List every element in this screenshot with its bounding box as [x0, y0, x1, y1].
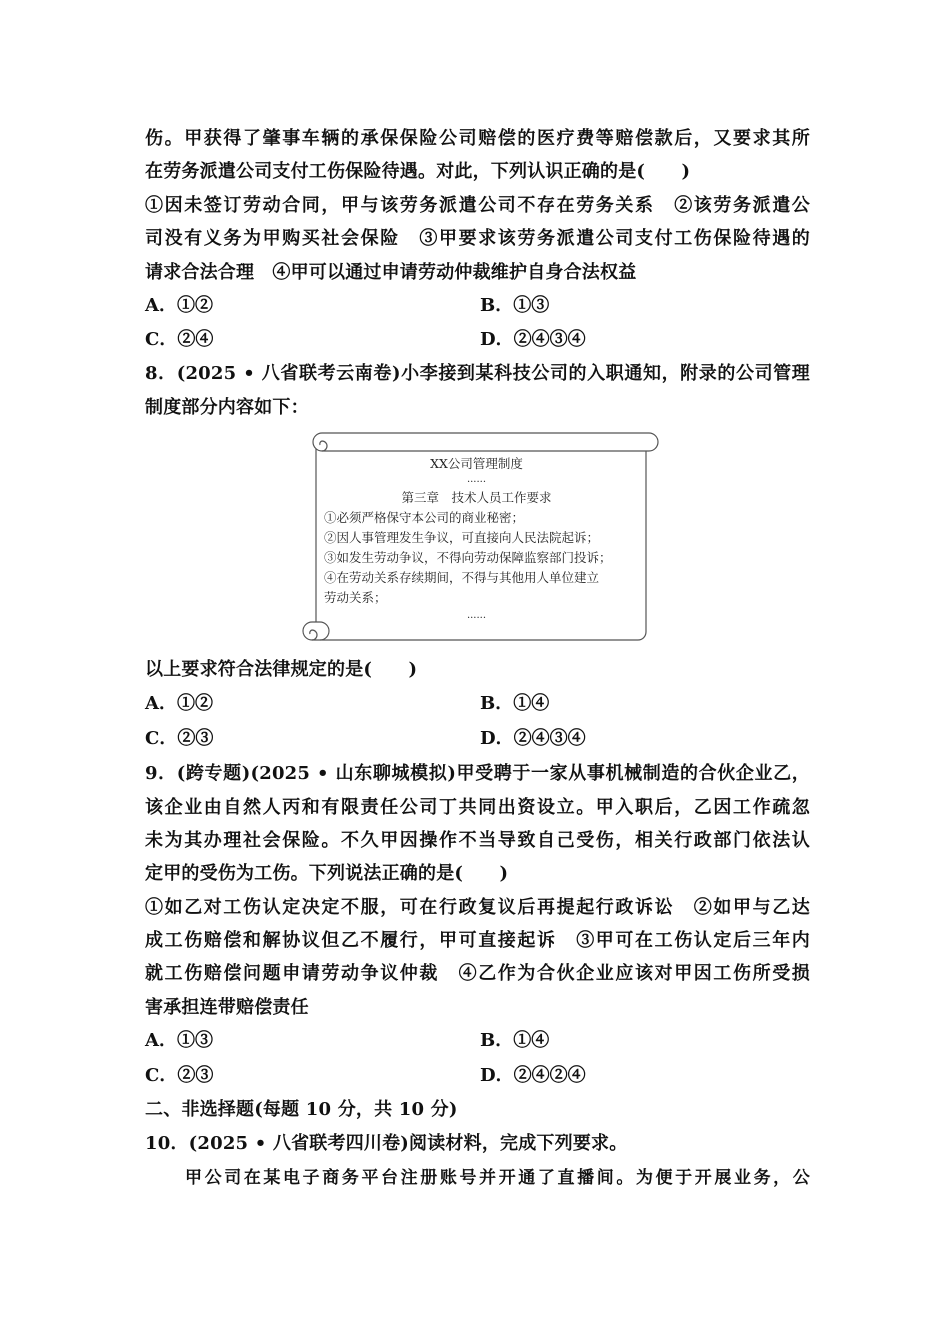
q9-option-c: C．②③	[145, 1065, 214, 1086]
q9-statement-line: 害承担连带赔偿责任	[145, 997, 309, 1018]
scroll-item-3: ③如发生劳动争议，不得向劳动保障监察部门投诉；	[324, 550, 612, 565]
q7-statement-line: 司没有义务为甲购买社会保险 ③甲要求该劳务派遣公司支付工伤保险待遇的	[145, 228, 810, 249]
q9-stem-line: 该企业由自然人丙和有限责任公司丁共同出资设立。甲入职后，乙因工作疏忽	[145, 797, 810, 818]
scroll-title: XX公司管理制度	[430, 456, 523, 471]
q7-option-c: C．②④	[145, 329, 214, 350]
scroll-item-4-cont: 劳动关系；	[324, 590, 387, 605]
q9-stem-line: 定甲的受伤为工伤。下列说法正确的是( )	[145, 863, 509, 884]
q7-statement-line: ①因未签订劳动合同，甲与该劳务派遣公司不存在劳务关系 ②该劳务派遣公	[145, 195, 810, 216]
q8-option-a: A．①②	[145, 693, 213, 714]
q8-question: 以上要求符合法律规定的是( )	[145, 659, 418, 680]
q8-option-b: B．①④	[480, 693, 550, 714]
scroll-item-2: ②因人事管理发生争议，可直接向人民法院起诉；	[324, 530, 600, 545]
q8-stem-line: 制度部分内容如下：	[145, 397, 309, 418]
q10-material-line: 甲公司在某电子商务平台注册账号并开通了直播间。为便于开展业务，公	[185, 1168, 810, 1188]
q9-statement-line: ①如乙对工伤认定决定不服，可在行政复议后再提起行政诉讼 ②如甲与乙达	[145, 897, 810, 918]
q9-statement-line: 就工伤赔偿问题申请劳动争议仲裁 ④乙作为合伙企业应该对甲因工伤所受损	[145, 963, 810, 984]
scroll-ellipsis: ......	[466, 610, 487, 621]
q9-stem-line: 未为其办理社会保险。不久甲因操作不当导致自己受伤，相关行政部门依法认	[145, 830, 810, 851]
q8-stem-line: 8．(2025 • 八省联考云南卷)小李接到某科技公司的入职通知，附录的公司管理	[145, 363, 810, 384]
q7-option-a: A．①②	[145, 295, 213, 316]
scroll-chapter-heading: 第三章 技术人员工作要求	[401, 490, 552, 505]
q8-option-c: C．②③	[145, 728, 214, 749]
q8-option-d: D．②④③④	[480, 728, 586, 749]
scroll-item-1: ①必须严格保守本公司的商业秘密；	[324, 510, 525, 525]
q9-option-d: D．②④②④	[480, 1065, 586, 1086]
scroll-ellipsis: ......	[466, 474, 487, 485]
q7-option-d: D．②④③④	[480, 329, 586, 350]
q7-stem-line: 在劳务派遣公司支付工伤保险待遇。对此，下列认识正确的是( )	[145, 161, 691, 182]
q7-statement-line: 请求合法合理 ④甲可以通过申请劳动仲裁维护自身合法权益	[145, 262, 637, 283]
q9-option-a: A．①③	[145, 1030, 213, 1051]
q7-option-b: B．①③	[480, 295, 550, 316]
scroll-item-4: ④在劳动关系存续期间，不得与其他用人单位建立	[324, 570, 600, 585]
q9-stem-line: 9．(跨专题)(2025 • 山东聊城模拟)甲受聘于一家从事机械制造的合伙企业乙，	[145, 763, 810, 784]
q9-option-b: B．①④	[480, 1030, 550, 1051]
q10-stem: 10．(2025 • 八省联考四川卷)阅读材料，完成下列要求。	[145, 1133, 628, 1154]
q7-stem-line: 伤。甲获得了肇事车辆的承保保险公司赔偿的医疗费等赔偿款后，又要求其所	[145, 128, 810, 149]
section-heading: 二、非选择题(每题 10 分，共 10 分)	[145, 1099, 458, 1120]
policy-scroll-figure	[294, 430, 659, 642]
q9-statement-line: 成工伤赔偿和解协议但乙不履行，甲可直接起诉 ③甲可在工伤认定后三年内	[145, 930, 810, 951]
